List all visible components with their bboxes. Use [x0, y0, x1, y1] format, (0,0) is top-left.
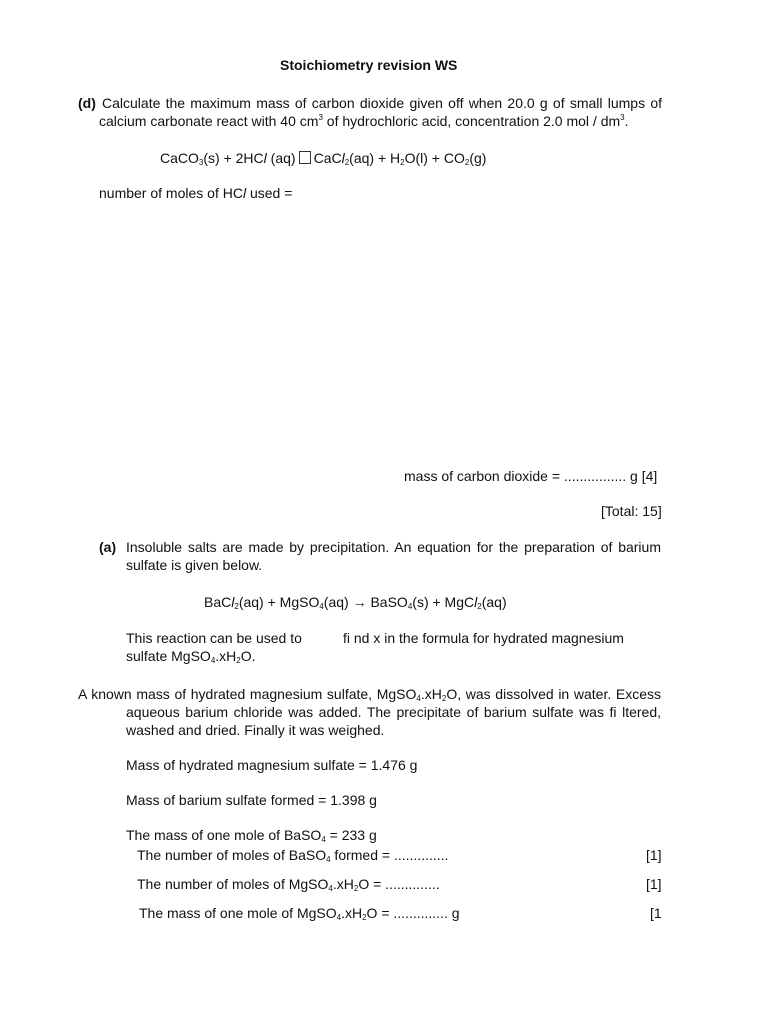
question-moles-baso4: The number of moles of BaSO$_4$ formed = .............. [137, 847, 449, 864]
equation-caco3-hcl: CaCO$_3$(s) + 2HCl (aq) CaCl$_2$(aq) + $H_2O(l) + CO_2(g)$ [160, 150, 487, 167]
question-a-line-1: Insoluble salts are made by precipitation. An equation for the preparation of barium [126, 539, 661, 555]
procedure-line-2: aqueous barium chloride was added. The precipitate of barium sulfate was fi ltered, [126, 704, 661, 720]
question-a-label: (a) [99, 539, 117, 555]
marks-molar-mass-mgso4: [1 [650, 905, 662, 921]
reaction-use-line-2: sulfate $MgSO_4.xH_2O$. [126, 648, 256, 665]
question-molar-mass-mgso4: The mass of one mole of $MgSO_4.xH_2O$ = .............. g [139, 905, 460, 922]
mass-baso4-formed: Mass of barium sulfate formed = 1.398 g [126, 792, 377, 808]
question-d-label: (d) [78, 95, 96, 111]
procedure-line-3: washed and dried. Finally it was weighed. [126, 722, 385, 738]
question-d-line-1: Calculate the maximum mass of carbon dioxide given off when 20.0 g of small lumps of [102, 95, 662, 111]
reaction-use-line-1b: fi nd x in the formula for hydrated magnesium [343, 630, 624, 646]
marks-moles-baso4: [1] [646, 847, 662, 863]
missing-arrow-glyph-icon [299, 151, 311, 164]
question-a-line-2: sulfate is given below. [126, 557, 263, 573]
equation-bacl2-mgso4: BaCl$_2$(aq) + MgSO$_4$(aq) → BaSO$_4$(s) + MgCl$_2$(aq) [204, 594, 507, 611]
co2-mass-answer-line: mass of carbon dioxide = ................ g [4] [404, 468, 658, 484]
reaction-use-line-1a: This reaction can be used to [126, 630, 302, 646]
page-title: Stoichiometry revision WS [280, 57, 458, 73]
total-marks: [Total: 15] [601, 503, 662, 519]
molar-mass-baso4: The mass of one mole of BaSO$_4$ = 233 g [126, 827, 377, 844]
marks-moles-mgso4: [1] [646, 876, 662, 892]
question-moles-mgso4: The number of moles of $MgSO_4.xH_2O$ = .............. [137, 876, 440, 893]
moles-hcl-prompt: number of moles of HCl used = [99, 185, 293, 201]
mass-hydrated-mgso4: Mass of hydrated magnesium sulfate = 1.476 g [126, 757, 418, 773]
procedure-line-1: A known mass of hydrated magnesium sulfate, $MgSO_4.xH_2O$, was dissolved in water. Excess [78, 686, 661, 703]
question-d-line-2: calcium carbonate react with 40 $cm^3$ of hydrochloric acid, concentration 2.0 mol / $dm^3$. [99, 113, 629, 129]
